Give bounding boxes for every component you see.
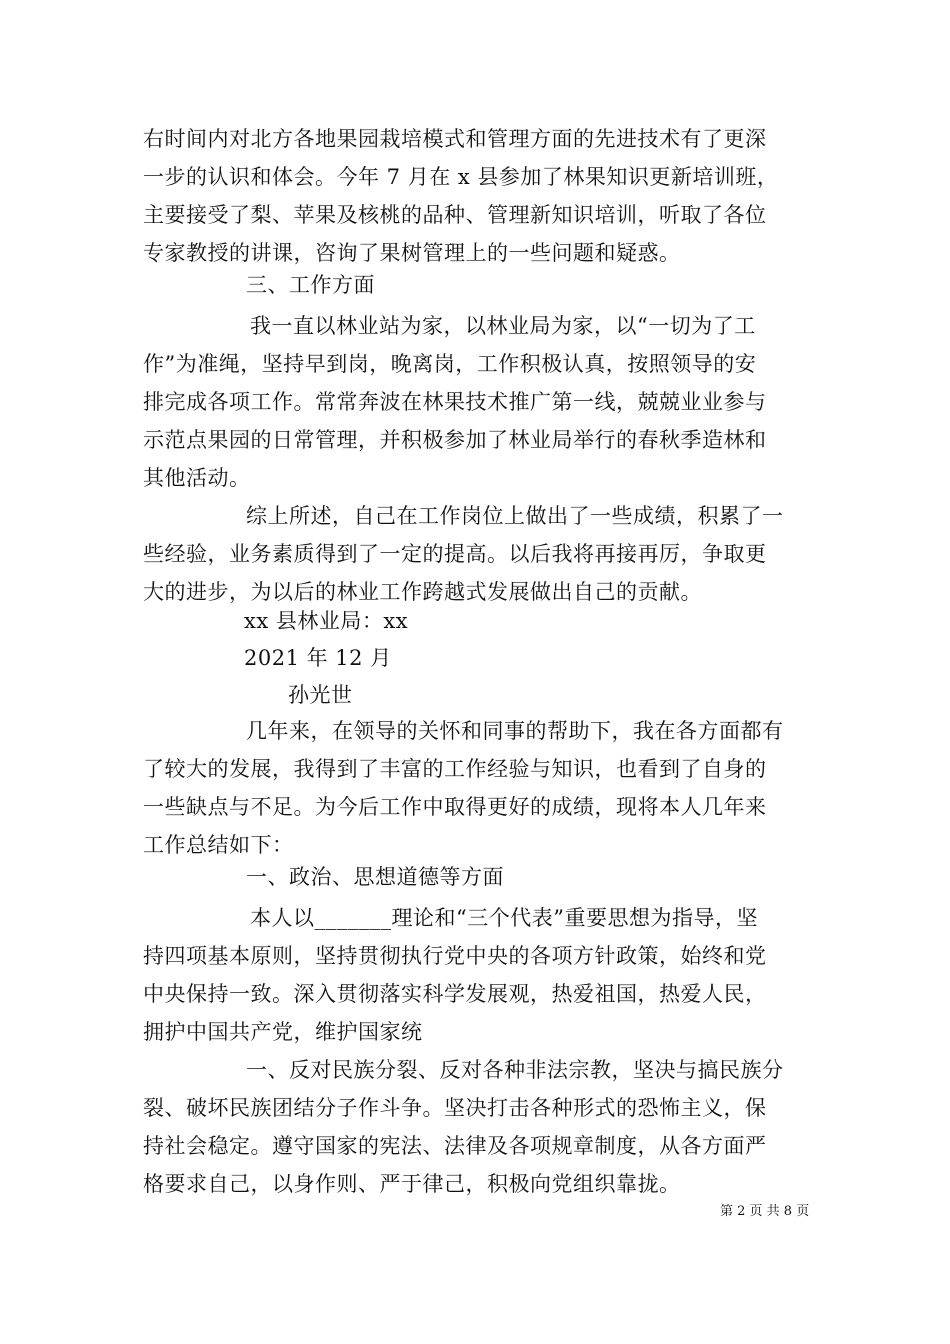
paragraph-line: 排完成各项工作。常常奔波在林果技术推广第一线，兢兢业业参与 xyxy=(143,390,767,414)
paragraph-line: 本人以_______理论和“三个代表”重要思想为指导，坚 xyxy=(250,906,758,930)
paragraph-line: 工作总结如下： xyxy=(143,833,294,857)
section-heading: 三、工作方面 xyxy=(246,273,375,297)
paragraph-line: 右时间内对北方各地果园栽培模式和管理方面的先进技术有了更深 xyxy=(143,127,767,151)
paragraph-line: 些经验，业务素质得到了一定的提高。以后我将再接再厉，争取更 xyxy=(143,542,767,566)
paragraph-line: 一些缺点与不足。为今后工作中取得更好的成绩，现将本人几年来 xyxy=(143,795,767,819)
paragraph-line: 其他活动。 xyxy=(143,466,251,490)
paragraph-line: 中央保持一致。深入贯彻落实科学发展观，热爱祖国，热爱人民， xyxy=(143,982,767,1006)
paragraph-line: 裂、破坏民族团结分子作斗争。坚决打击各种形式的恐怖主义，保 xyxy=(143,1096,767,1120)
paragraph-line: 大的进步，为以后的林业工作跨越式发展做出自己的贡献。 xyxy=(143,580,702,604)
paragraph-line: 综上所述，自己在工作岗位上做出了一些成绩，积累了一 xyxy=(246,504,784,528)
paragraph-line: 了较大的发展，我得到了丰富的工作经验与知识，也看到了自身的 xyxy=(143,757,767,781)
paragraph-line: 格要求自己，以身作则、严于律己，积极向党组织靠拢。 xyxy=(143,1172,681,1196)
paragraph-line: 示范点果园的日常管理，并积极参加了林业局举行的春秋季造林和 xyxy=(143,428,767,452)
paragraph-line: 我一直以林业站为家，以林业局为家，以“一切为了工 xyxy=(250,314,756,338)
paragraph-line: 作”为准绳，坚持早到岗，晚离岗，工作积极认真，按照领导的安 xyxy=(143,352,757,376)
paragraph-line: 持社会稳定。遵守国家的宪法、法律及各项规章制度，从各方面严 xyxy=(143,1134,767,1158)
paragraph-line: 一、反对民族分裂、反对各种非法宗教，坚决与搞民族分 xyxy=(246,1058,784,1082)
author-name: 孙光世 xyxy=(288,683,353,707)
paragraph-line: 拥护中国共产党，维护国家统 xyxy=(143,1020,423,1044)
paragraph-line: 主要接受了梨、苹果及核桃的品种、管理新知识培训，听取了各位 xyxy=(143,203,767,227)
paragraph-line: 一步的认识和体会。今年 7 月在 x 县参加了林果知识更新培训班， xyxy=(143,165,779,189)
paragraph-line: 几年来，在领导的关怀和同事的帮助下，我在各方面都有 xyxy=(246,719,784,743)
signature-date: 2021 年 12 月 xyxy=(244,646,392,670)
signature-org: xx 县林业局：xx xyxy=(244,609,409,633)
paragraph-line: 持四项基本原则，坚持贯彻执行党中央的各项方针政策，始终和党 xyxy=(143,944,767,968)
section-heading: 一、政治、思想道德等方面 xyxy=(246,865,504,889)
paragraph-line: 专家教授的讲课，咨询了果树管理上的一些问题和疑惑。 xyxy=(143,241,681,265)
page-number: 第 2 页 共 8 页 xyxy=(720,1204,810,1219)
